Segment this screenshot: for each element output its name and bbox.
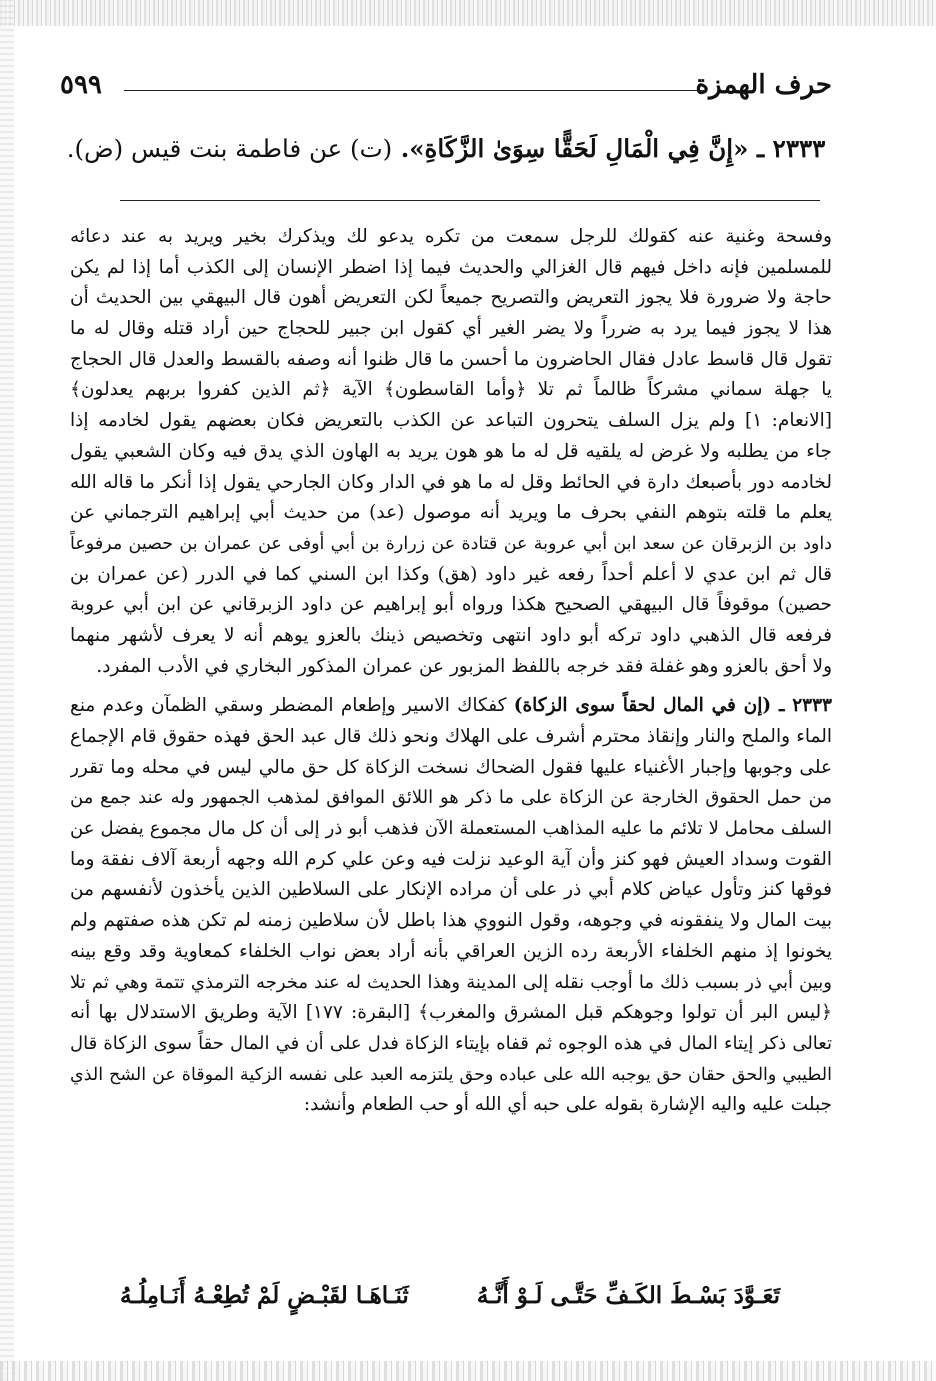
- commentary: [70, 222, 832, 1121]
- commentary-line: جبلت عليه واليه الإشارة بقوله على حبه أي الله أو حب الطعام وأنشد:: [303, 1094, 832, 1116]
- poem-hemistich-second: ثَنَـاهَـا لقَبْـضٍ لَمْ تُطِعْـهُ أَنَـامِلُـهُ: [120, 1282, 409, 1309]
- paragraph-gap: [70, 682, 832, 691]
- poem-hemistich-first: تَعَـوَّدَ بَسْـطَ الكَـفِّ حَتَّـى لَـوْ أَنَّـهُ: [476, 1282, 780, 1309]
- commentary-line: بيت المال ولا ينفقونه في وجوهه، وقول النووي هذا باطل لأن سلاطين زمنه لم تكن هذه صفتهم ولم: [70, 910, 832, 932]
- commentary-line: حاجة ولا ضرورة فلا يجوز التعريض والتصريح جميعاً لكن التعريض أهون قال البيهقي بين الحديث أن: [70, 287, 832, 309]
- commentary-line: حصين) موقوفاً قال البيهقي الصحيح هكذا ورواه أبو إبراهيم عن داود الزبرقاني عن ابن أبي عروبة: [70, 594, 832, 616]
- commentary-line: الماء والملح والنار وإنقاذ محترم أشرف على الهلاك ونحو ذلك قال عبد الحق فهذه حقوق قام الإجماع: [70, 726, 832, 747]
- scan-edge-left: [0, 0, 14, 1381]
- commentary-line: يعلم ما قلته بتوهم النفي بحرف ما ويريد أنه موصول (عد) من حديث أبي إبراهيم الترجماني عن: [70, 502, 832, 524]
- commentary-line: هذا لا يجوز فيما يرد به ضرراً ولا يضر الغير أي كقول ابن جبير للحجاج حين أراد قتله وقال له ما: [70, 318, 832, 340]
- header-title: حرف الهمزة: [695, 70, 832, 100]
- page-number: ٥٩٩: [60, 70, 102, 100]
- header-rule: [124, 90, 704, 91]
- hadith-text: ٢٣٣٣ ـ «إِنَّ فِي الْمَالِ لَحَقًّا سِوَىٰ الزَّكَاةِ».: [400, 134, 826, 163]
- commentary-line: ﴿ليس البر أن تولوا وجوهكم قبل المشرق والمغرب﴾ [البقرة: ١٧٧] الآية وطريق الاستدلال بها أنه: [70, 1002, 832, 1024]
- commentary-line: ولا أحق بالعزو وهو غفلة فقد خرجه باللفظ المزبور عن عمران المذكور البخاري في الأدب المفرد.: [96, 655, 832, 677]
- commentary-line: وبين أبي ذر بسبب ذلك ما أوجب نقله إلى المدينة وهذا الحديث له عند مخرجه الترمذي تتمة وهي ثم تلا: [70, 971, 832, 993]
- commentary-line: لخادمه دور بأصبعك دارة في الحائط وقل له ما هو في الدار وكان الجارحي يقول إذا أنكر ما قاله الله: [70, 471, 832, 493]
- commentary-line: تعالى ذكر إيتاء المال في هذه الوجوه ثم قفاه بإيتاء الزكاة فدل على أن في المال حقاً سوى الزكاة قال: [70, 1032, 832, 1054]
- commentary-line: قال ثم ابن عدي لا أعلم أحداً رفعه غير داود (هق) وكذا ابن السني كما في الدرر (عن عمران بن: [70, 563, 832, 585]
- commentary-line: يخونوا إذ منهم الخلفاء الأربعة رده الزين العراقي بأنه أراد بعض نواب الخلفاء كمعاوية وقد وقع بينه: [70, 940, 832, 962]
- main-hadith: [60, 126, 832, 172]
- commentary-line: القوت وسداد العيش فهو كنز وأن آية الوعيد نزلت فيه وعن علي كرم الله وجهه أربعة آلاف نفقة وما: [70, 848, 832, 870]
- commentary-line: من حمل الحقوق الخارجة عن الزكاة على ما ذكر هو اللائق الموافق لمذهب الجمهور وله عند جمع من: [70, 787, 832, 809]
- commentary-line: فرفعه قال الذهبي داود تركه أبو داود انتهى وتخصيص ذينك بالعزو يوهم أنه لا يعرف لأشهر منهما: [70, 624, 832, 646]
- commentary-line: يا جهلة سماني مشركاً ظالماً ثم تلا ﴿وأما القاسطون﴾ الآية ﴿ثم الذين كفروا بربهم يعدلون﴾: [70, 379, 832, 401]
- scan-edge-top: [0, 0, 936, 26]
- commentary-line: للمسلمين فإنه داخل فيهم قال الغزالي والحديث فيما إذا اضطر الإنسان إلى الكذب أما إذا لم يكن: [70, 256, 832, 278]
- commentary-line: على وجوبها وإجبار الأغنياء عليها فقول الضحاك نسخت الزكاة كل حق مالي ليس في محله وما تقرر: [70, 756, 832, 778]
- poem-verse: [120, 1282, 780, 1326]
- hadith-lemma: ٢٣٣٣ ـ (إن في المال لحقاً سوى الزكاة): [513, 695, 832, 717]
- commentary-line-lead: [70, 691, 832, 722]
- commentary-line: جاء من يطلبه ولا غرض له يلقيه قل له ما هو هون يريد به الهاون الذي يدق فيه وكان الشعبي يقول: [70, 440, 832, 462]
- hadith-source: (ت) عن فاطمة بنت قيس (ض).: [66, 134, 393, 163]
- commentary-line: [الانعام: ١] ولم يزل السلف يتحرون التباعد عن الكذب بالتعريض فكان بعضهم يقول لخادمه إذا: [70, 410, 832, 432]
- section-divider: [120, 200, 820, 201]
- commentary-line: فوقها كنز وتأول عياض كلام أبي ذر على أن مراده الإنكار على السلاطين الذين يأخذون لأنفسهم من: [70, 879, 832, 901]
- commentary-line: الطيبي والحق حقان حق يوجبه الله على عباده وحق يلتزمه العبد على نفسه الزكية الموقاة عن الشح الذي: [70, 1064, 832, 1085]
- commentary-line: السلف محامل لا تلائم ما عليه المذاهب المستعملة الآن فذهب أبو ذر إلى أن كل مال مجموع يفضل عن: [70, 818, 832, 840]
- running-header: [60, 68, 832, 108]
- commentary-line: تقول قال قاسط عادل فقال الحاضرون ما أحسن ما قال ظنوا أنه وصفه بالقسط والعدل قال الحجاج: [70, 348, 832, 370]
- scan-edge-bottom: [0, 1361, 936, 1381]
- commentary-line: وفسحة وغنية عنه كقولك للرجل سمعت من تكره يدعو لك ويذكرك بخير ويريد به عند دعائه: [70, 226, 832, 247]
- commentary-line: داود بن الزبرقان عن سعد ابن أبي عروبة عن قتادة عن زرارة بن أبي أوفى عن عمران بن حصين مرفوعاً: [70, 533, 832, 554]
- lemma-continuation: كفكاك الاسير وإطعام المضطر وسقي الظمآن وعدم منع: [70, 695, 514, 717]
